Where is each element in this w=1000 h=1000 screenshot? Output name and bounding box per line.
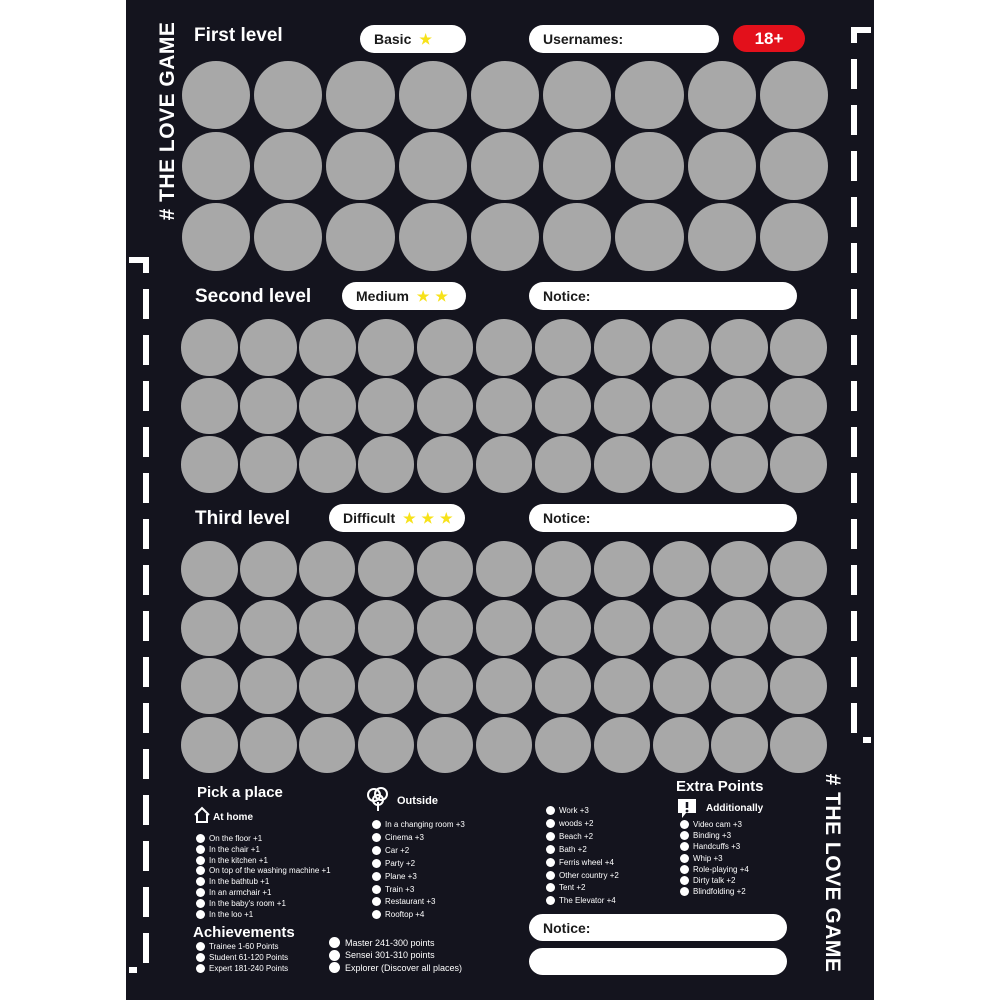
scratch-circle[interactable] — [240, 600, 296, 656]
scratch-circle[interactable] — [770, 600, 826, 656]
home-place-label: On the floor +1 — [209, 834, 263, 843]
scratch-circle[interactable] — [182, 132, 250, 200]
more-place-label: The Elevator +4 — [559, 896, 616, 906]
extra-point-item[interactable] — [680, 854, 723, 863]
outside-place-label: Cinema +3 — [385, 832, 424, 842]
notice-label: Notice: — [543, 919, 591, 936]
more-place-label: Bath +2 — [559, 844, 587, 854]
scratch-circle[interactable] — [770, 378, 827, 435]
scratch-circle[interactable] — [181, 600, 237, 656]
achievement-label: Expert 181-240 Points — [209, 963, 289, 973]
scratch-circle[interactable] — [760, 203, 828, 271]
level-2-difficulty-badge — [342, 282, 466, 310]
scratch-circle[interactable] — [688, 61, 756, 129]
difficulty-label: Difficult — [343, 510, 396, 526]
checkbox-dot-icon[interactable] — [372, 885, 381, 894]
checkbox-dot-icon[interactable] — [196, 866, 205, 875]
scratch-circle[interactable] — [770, 717, 826, 773]
outside-place-label: Car +2 — [385, 845, 410, 855]
home-place-label: In the chair +1 — [209, 844, 260, 854]
scratch-circle[interactable] — [688, 203, 756, 271]
achievement-item[interactable] — [196, 942, 279, 951]
level-2-notice-field[interactable] — [529, 282, 797, 310]
scratch-circle[interactable] — [615, 61, 683, 129]
checkbox-dot-icon[interactable] — [196, 910, 205, 919]
checkbox-dot-icon[interactable] — [546, 896, 555, 905]
scratch-circle[interactable] — [476, 378, 533, 435]
scratch-circle[interactable] — [358, 436, 415, 493]
scratch-circle[interactable] — [653, 600, 709, 656]
home-place-label: In an armchair +1 — [209, 888, 272, 897]
scratch-circle[interactable] — [543, 203, 611, 271]
checkbox-dot-icon[interactable] — [546, 845, 555, 854]
scratch-circle[interactable] — [358, 717, 414, 773]
level-2-title: Second level — [195, 286, 312, 307]
achievement-item[interactable] — [329, 950, 435, 961]
scratch-circle[interactable] — [358, 319, 415, 376]
scratch-circle[interactable] — [358, 378, 415, 435]
checkbox-dot-icon[interactable] — [680, 820, 689, 829]
achievement-item[interactable] — [329, 962, 462, 973]
tree-icon — [364, 786, 392, 812]
scratch-circle[interactable] — [615, 203, 683, 271]
achievement-item[interactable] — [196, 953, 288, 962]
scratch-circle[interactable] — [299, 378, 356, 435]
outside-place-label: In a changing room +3 — [385, 820, 465, 829]
home-place-item[interactable] — [196, 888, 271, 897]
outside-place-item[interactable] — [372, 833, 424, 842]
level-2-scratch-grid — [180, 318, 828, 494]
scratch-circle[interactable] — [653, 541, 709, 597]
extra-point-label: Video cam +3 — [693, 820, 742, 829]
dashed-frame-left — [126, 250, 166, 980]
scratch-circle[interactable] — [299, 436, 356, 493]
scratch-circle[interactable] — [240, 658, 296, 714]
checkbox-dot-icon[interactable] — [546, 871, 555, 880]
scratch-circle[interactable] — [543, 61, 611, 129]
scratch-circle[interactable] — [594, 717, 650, 773]
extra-point-label: Role-playing +4 — [693, 864, 749, 874]
scratch-circle[interactable] — [299, 658, 355, 714]
scratch-circle[interactable] — [254, 203, 322, 271]
scratch-circle[interactable] — [254, 132, 322, 200]
scratch-circle[interactable] — [760, 132, 828, 200]
home-place-label: In the baby's room +1 — [209, 898, 286, 908]
scratch-circle[interactable] — [240, 717, 296, 773]
achievement-item[interactable] — [196, 964, 288, 973]
more-place-label: Work +3 — [559, 806, 589, 815]
checkbox-dot-icon[interactable] — [196, 877, 205, 886]
scratch-circle[interactable] — [711, 600, 767, 656]
scratch-circle[interactable] — [471, 132, 539, 200]
scratch-circle[interactable] — [476, 600, 532, 656]
scratch-circle[interactable] — [299, 717, 355, 773]
scratch-circle[interactable] — [535, 319, 592, 376]
level-3-difficulty-badge — [329, 504, 465, 532]
scratch-circle[interactable] — [594, 378, 651, 435]
home-place-label: On top of the washing machine +1 — [209, 866, 331, 876]
extra-point-label: Handcuffs +3 — [693, 842, 741, 852]
achievement-label: Student 61-120 Points — [209, 952, 289, 962]
scratch-circle[interactable] — [181, 319, 238, 376]
checkbox-dot-icon[interactable] — [196, 845, 205, 854]
scratch-circle[interactable] — [399, 132, 467, 200]
scratch-circle[interactable] — [535, 436, 592, 493]
scratch-circle[interactable] — [711, 717, 767, 773]
achievement-label: Master 241-300 points — [345, 937, 435, 948]
notice-label: Notice: — [543, 510, 591, 526]
scratch-circle[interactable] — [688, 132, 756, 200]
home-place-label: In the loo +1 — [209, 909, 254, 919]
checkbox-dot-icon[interactable] — [680, 865, 689, 874]
scratch-circle[interactable] — [535, 600, 591, 656]
notice-label: Notice: — [543, 288, 591, 304]
checkbox-dot-icon[interactable] — [372, 820, 381, 829]
scratch-circle[interactable] — [240, 436, 297, 493]
home-place-item[interactable] — [196, 866, 331, 875]
outside-place-item[interactable] — [372, 910, 424, 919]
dashed-frame-right — [834, 20, 874, 750]
checkbox-dot-icon[interactable] — [546, 819, 555, 828]
extra-point-item[interactable] — [680, 876, 735, 885]
level-1-title: First level — [194, 25, 283, 46]
scratch-circle[interactable] — [770, 658, 826, 714]
extra-point-label: Dirty talk +2 — [693, 876, 736, 885]
scratch-circle[interactable] — [240, 378, 297, 435]
usernames-field[interactable] — [529, 25, 719, 53]
more-place-label: woods +2 — [559, 818, 594, 828]
scratch-circle[interactable] — [181, 436, 238, 493]
scratch-circle[interactable] — [181, 658, 237, 714]
checkbox-dot-icon[interactable] — [680, 842, 689, 851]
checkbox-dot-icon[interactable] — [372, 910, 381, 919]
scratch-circle[interactable] — [770, 541, 826, 597]
checkbox-dot-icon[interactable] — [680, 887, 689, 896]
scratch-circle[interactable] — [476, 717, 532, 773]
exclamation-icon — [675, 796, 699, 820]
checkbox-dot-icon[interactable] — [372, 833, 381, 842]
more-place-item[interactable] — [546, 896, 616, 905]
level-3-title: Third level — [195, 508, 291, 529]
scratch-circle[interactable] — [254, 61, 322, 129]
checkbox-dot-icon[interactable] — [196, 834, 205, 843]
scratch-circle[interactable] — [476, 541, 532, 597]
checkbox-dot-icon[interactable] — [196, 899, 205, 908]
outside-place-item[interactable] — [372, 897, 435, 906]
level-1-scratch-grid — [180, 60, 830, 272]
level-1-difficulty-badge — [360, 25, 466, 53]
scratch-circle[interactable] — [652, 319, 709, 376]
checkbox-dot-icon[interactable] — [546, 806, 555, 815]
outside-place-item[interactable] — [372, 820, 465, 829]
outside-label: Outside — [397, 795, 438, 807]
checkbox-dot-icon[interactable] — [546, 883, 555, 892]
difficulty-label: Medium — [356, 288, 409, 304]
scratch-circle[interactable] — [299, 319, 356, 376]
scratch-circle[interactable] — [770, 319, 827, 376]
scratch-circle[interactable] — [417, 600, 473, 656]
home-place-item[interactable] — [196, 910, 253, 919]
outside-place-label: Rooftop +4 — [385, 910, 425, 920]
extra-point-label: Blindfolding +2 — [693, 887, 746, 897]
more-place-item[interactable] — [546, 883, 585, 892]
scratch-circle[interactable] — [240, 319, 297, 376]
scratch-circle[interactable] — [299, 600, 355, 656]
scratch-circle[interactable] — [594, 319, 651, 376]
usernames-label: Usernames: — [543, 31, 624, 47]
more-place-item[interactable] — [546, 845, 587, 854]
scratch-circle[interactable] — [711, 319, 768, 376]
scratch-circle[interactable] — [543, 132, 611, 200]
pick-a-place-title: Pick a place — [197, 784, 283, 801]
footer-notice-field[interactable] — [529, 914, 787, 941]
scratch-circle[interactable] — [615, 132, 683, 200]
additionally-label: Additionally — [706, 803, 764, 814]
scratch-circle[interactable] — [417, 717, 473, 773]
level-3-scratch-grid — [180, 540, 828, 774]
checkbox-dot-icon[interactable] — [196, 942, 205, 951]
extra-point-item[interactable] — [680, 865, 749, 874]
extra-point-label: Whip +3 — [693, 853, 723, 863]
more-place-item[interactable] — [546, 871, 619, 880]
checkbox-dot-icon[interactable] — [680, 876, 689, 885]
scratch-circle[interactable] — [417, 436, 474, 493]
extra-point-item[interactable] — [680, 887, 746, 896]
scratch-circle[interactable] — [711, 658, 767, 714]
home-place-item[interactable] — [196, 856, 268, 865]
scratch-circle[interactable] — [476, 658, 532, 714]
scratch-circle[interactable] — [711, 541, 767, 597]
star-icon: ★ ★ ★ — [403, 509, 454, 526]
hashtag-title-right: # THE LOVE GAME — [821, 773, 844, 973]
outside-place-item[interactable] — [372, 872, 417, 881]
scratch-circle[interactable] — [181, 717, 237, 773]
scratch-circle[interactable] — [653, 658, 709, 714]
home-place-item[interactable] — [196, 845, 260, 854]
more-place-label: Beach +2 — [559, 831, 594, 841]
checkbox-dot-icon[interactable] — [680, 854, 689, 863]
achievement-label: Explorer (Discover all places) — [345, 962, 463, 973]
scratch-circle[interactable] — [326, 132, 394, 200]
more-place-label: Other country +2 — [559, 870, 619, 880]
home-place-item[interactable] — [196, 899, 286, 908]
extra-points-title: Extra Points — [676, 778, 764, 795]
checkbox-dot-icon[interactable] — [196, 888, 205, 897]
extra-point-label: Binding +3 — [693, 831, 732, 841]
outside-place-label: Restaurant +3 — [385, 897, 436, 907]
checkbox-dot-icon[interactable] — [372, 859, 381, 868]
scratch-circle[interactable] — [181, 378, 238, 435]
level-3-notice-field[interactable] — [529, 504, 797, 532]
outside-place-label: Train +3 — [385, 884, 415, 894]
scratch-circle[interactable] — [471, 203, 539, 271]
scratch-circle[interactable] — [476, 319, 533, 376]
more-place-item[interactable] — [546, 832, 593, 841]
checkbox-dot-icon[interactable] — [196, 964, 205, 973]
extra-point-item[interactable] — [680, 831, 731, 840]
scratch-circle[interactable] — [299, 541, 355, 597]
scratch-circle[interactable] — [770, 436, 827, 493]
achievement-item[interactable] — [329, 937, 435, 948]
checkbox-dot-icon[interactable] — [372, 846, 381, 855]
age-rating-badge: 18+ — [733, 25, 805, 52]
star-icon: ★ — [419, 30, 433, 47]
scratch-circle[interactable] — [760, 61, 828, 129]
extra-point-item[interactable] — [680, 842, 740, 851]
scratch-circle[interactable] — [535, 378, 592, 435]
scratch-circle[interactable] — [535, 658, 591, 714]
home-place-item[interactable] — [196, 834, 262, 843]
checkbox-dot-icon[interactable] — [196, 953, 205, 962]
scratch-circle[interactable] — [326, 61, 394, 129]
scratch-circle[interactable] — [417, 378, 474, 435]
scratch-circle[interactable] — [711, 436, 768, 493]
scratch-circle[interactable] — [358, 541, 414, 597]
star-icon: ★ ★ — [416, 287, 449, 304]
outside-place-item[interactable] — [372, 885, 414, 894]
scratch-circle[interactable] — [417, 541, 473, 597]
checkbox-dot-icon[interactable] — [372, 897, 381, 906]
scratch-circle[interactable] — [417, 658, 473, 714]
scratch-circle[interactable] — [358, 600, 414, 656]
more-place-label: Tent +2 — [559, 883, 586, 893]
achievement-label: Sensei 301-310 points — [345, 950, 435, 960]
scratch-circle[interactable] — [711, 378, 768, 435]
at-home-label: At home — [213, 812, 253, 823]
hashtag-title-left: # THE LOVE GAME — [156, 21, 179, 221]
achievements-title: Achievements — [193, 924, 295, 941]
home-place-item[interactable] — [196, 877, 269, 886]
footer-notes-field[interactable] — [529, 948, 787, 975]
scratch-circle[interactable] — [535, 541, 591, 597]
more-place-item[interactable] — [546, 806, 589, 815]
home-place-label: In the bathtub +1 — [209, 877, 270, 887]
scratch-circle[interactable] — [653, 717, 709, 773]
checkbox-dot-icon[interactable] — [546, 858, 555, 867]
more-place-item[interactable] — [546, 858, 614, 867]
scratch-circle[interactable] — [652, 378, 709, 435]
scratch-circle[interactable] — [594, 658, 650, 714]
scratch-circle[interactable] — [399, 61, 467, 129]
scratch-circle[interactable] — [182, 61, 250, 129]
more-place-item[interactable] — [546, 819, 593, 828]
scratch-circle[interactable] — [240, 541, 296, 597]
scratch-circle[interactable] — [417, 319, 474, 376]
outside-place-item[interactable] — [372, 846, 409, 855]
scratch-circle[interactable] — [535, 717, 591, 773]
scratch-circle[interactable] — [476, 436, 533, 493]
scratch-circle[interactable] — [471, 61, 539, 129]
scratch-circle[interactable] — [181, 541, 237, 597]
checkbox-dot-icon[interactable] — [372, 872, 381, 881]
house-icon — [193, 806, 211, 824]
outside-place-label: Plane +3 — [385, 871, 417, 881]
checkbox-dot-icon[interactable] — [329, 950, 340, 961]
checkbox-dot-icon[interactable] — [546, 832, 555, 841]
more-place-label: Ferris wheel +4 — [559, 857, 614, 867]
extra-point-item[interactable] — [680, 820, 742, 829]
scratch-circle[interactable] — [399, 203, 467, 271]
checkbox-dot-icon[interactable] — [329, 937, 340, 948]
outside-place-item[interactable] — [372, 859, 415, 868]
achievement-label: Trainee 1-60 Points — [209, 942, 279, 951]
scratch-circle[interactable] — [652, 436, 709, 493]
scratch-circle[interactable] — [182, 203, 250, 271]
scratch-circle[interactable] — [594, 541, 650, 597]
checkbox-dot-icon[interactable] — [680, 831, 689, 840]
outside-place-label: Party +2 — [385, 858, 416, 868]
checkbox-dot-icon[interactable] — [329, 962, 340, 973]
scratch-circle[interactable] — [594, 436, 651, 493]
home-place-label: In the kitchen +1 — [209, 855, 268, 865]
difficulty-label: Basic — [374, 31, 412, 47]
scratch-circle[interactable] — [358, 658, 414, 714]
scratch-circle[interactable] — [326, 203, 394, 271]
checkbox-dot-icon[interactable] — [196, 856, 205, 865]
scratch-circle[interactable] — [594, 600, 650, 656]
